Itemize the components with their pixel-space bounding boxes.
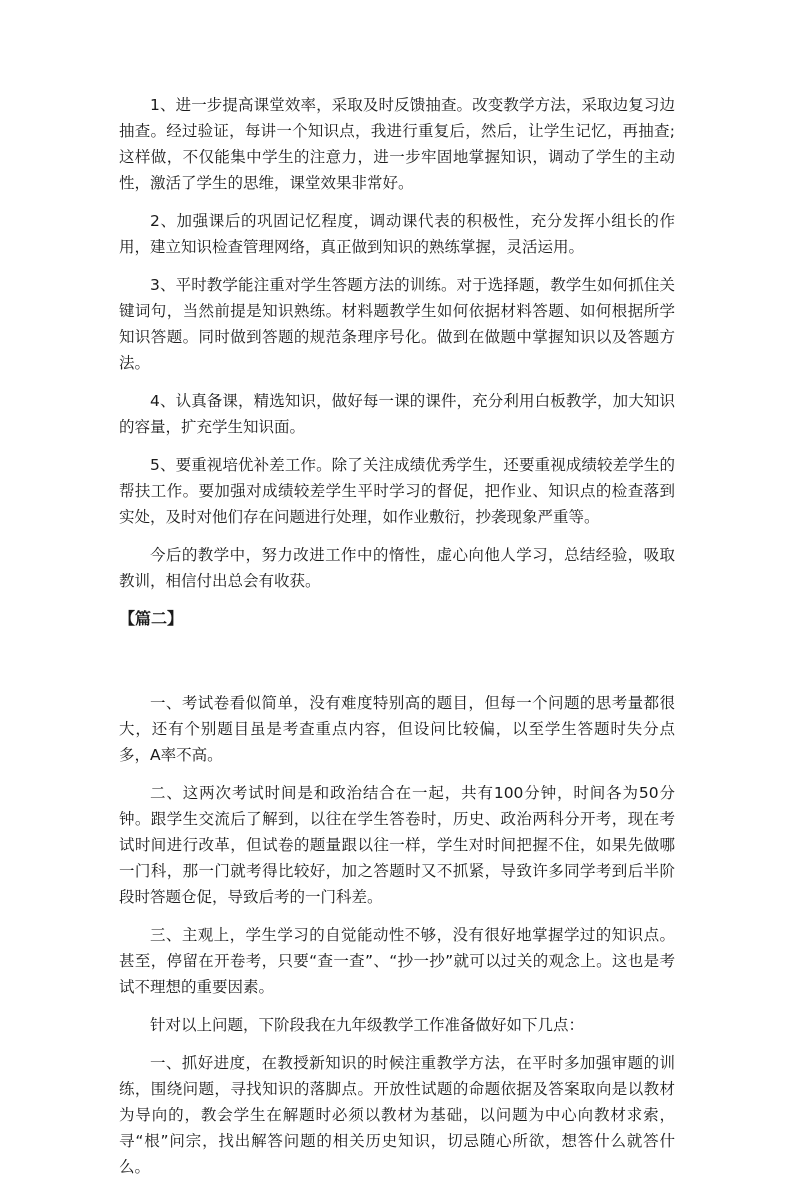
- paragraph-conclusion: 今后的教学中，努力改进工作中的惰性，虚心向他人学习，总结经验，吸取教训，相信付出总会有收获。: [119, 546, 675, 590]
- paragraph-point-4: 4、认真备课，精选知识，做好每一课的课件，充分利用白板教学，加大知识的容量，扩充学生知识面。: [119, 392, 675, 436]
- paragraph-point-1: 1、进一步提高课堂效率，采取及时反馈抽查。改变教学方法，采取边复习边抽查。经过验证，每讲一个知识点，我进行重复后，然后，让学生记忆，再抽查;这样做，不仅能集中学生的注意力，进一步牢固地掌握知识，调动了学生的主动性，激活了学生的思维，课堂效果非常好。: [119, 96, 675, 192]
- document-body: [119, 92, 675, 1192]
- section-heading: 【篇二】: [119, 609, 184, 628]
- paragraph-issue-2: 二、这两次考试时间是和政治结合在一起，共有100分钟，时间各为50分钟。跟学生交流后了解到，以往在学生答卷时，历史、政治两科分开考，现在考试时间进行改革，但试卷的题量跟以往一样，学生对时间把握不住，如果先做哪一门科，那一门就考得比较好，加之答题时又不抓紧，导致许多同学考到后半阶段时答题仓促，导致后考的一门科差。: [119, 784, 675, 906]
- paragraph-issue-1: 一、考试卷看似简单，没有难度特别高的题目，但每一个问题的思考量都很大，还有个别题目虽是考查重点内容，但设问比较偏，以至学生答题时失分点多，A率不高。: [119, 694, 675, 764]
- paragraph-plan-intro: 针对以上问题，下阶段我在九年级教学工作准备做好如下几点：: [150, 1016, 585, 1034]
- paragraph-issue-3: 三、主观上，学生学习的自觉能动性不够，没有很好地掌握学过的知识点。甚至，停留在开卷考，只要“查一查”、“抄一抄”就可以过关的观念上。这也是考试不理想的重要因素。: [119, 926, 675, 996]
- paragraph-point-5: 5、要重视培优补差工作。除了关注成绩优秀学生，还要重视成绩较差学生的帮扶工作。要加强对成绩较差学生平时学习的督促，把作业、知识点的检查落到实处，及时对他们存在问题进行处理，如作业敷衍，抄袭现象严重等。: [119, 456, 675, 526]
- paragraph-point-3: 3、平时教学能注重对学生答题方法的训练。对于选择题，教学生如何抓住关键词句，当然前提是知识熟练。材料题教学生如何依据材料答题、如何根据所学知识答题。同时做到答题的规范条理序号化。做到在做题中掌握知识以及答题方法。: [119, 276, 675, 372]
- paragraph-plan-1: 一、抓好进度，在教授新知识的时候注重教学方法，在平时多加强审题的训练，围绕问题，寻找知识的落脚点。开放性试题的命题依据及答案取向是以教材为导向的，教会学生在解题时必须以教材为基础，以问题为中心向教材求索，寻“根”问宗，找出解答问题的相关历史知识，切忌随心所欲，想答什么就答什么。: [119, 1054, 675, 1176]
- paragraph-point-2: 2、加强课后的巩固记忆程度，调动课代表的积极性，充分发挥小组长的作用，建立知识检查管理网络，真正做到知识的熟练掌握，灵活运用。: [119, 212, 675, 256]
